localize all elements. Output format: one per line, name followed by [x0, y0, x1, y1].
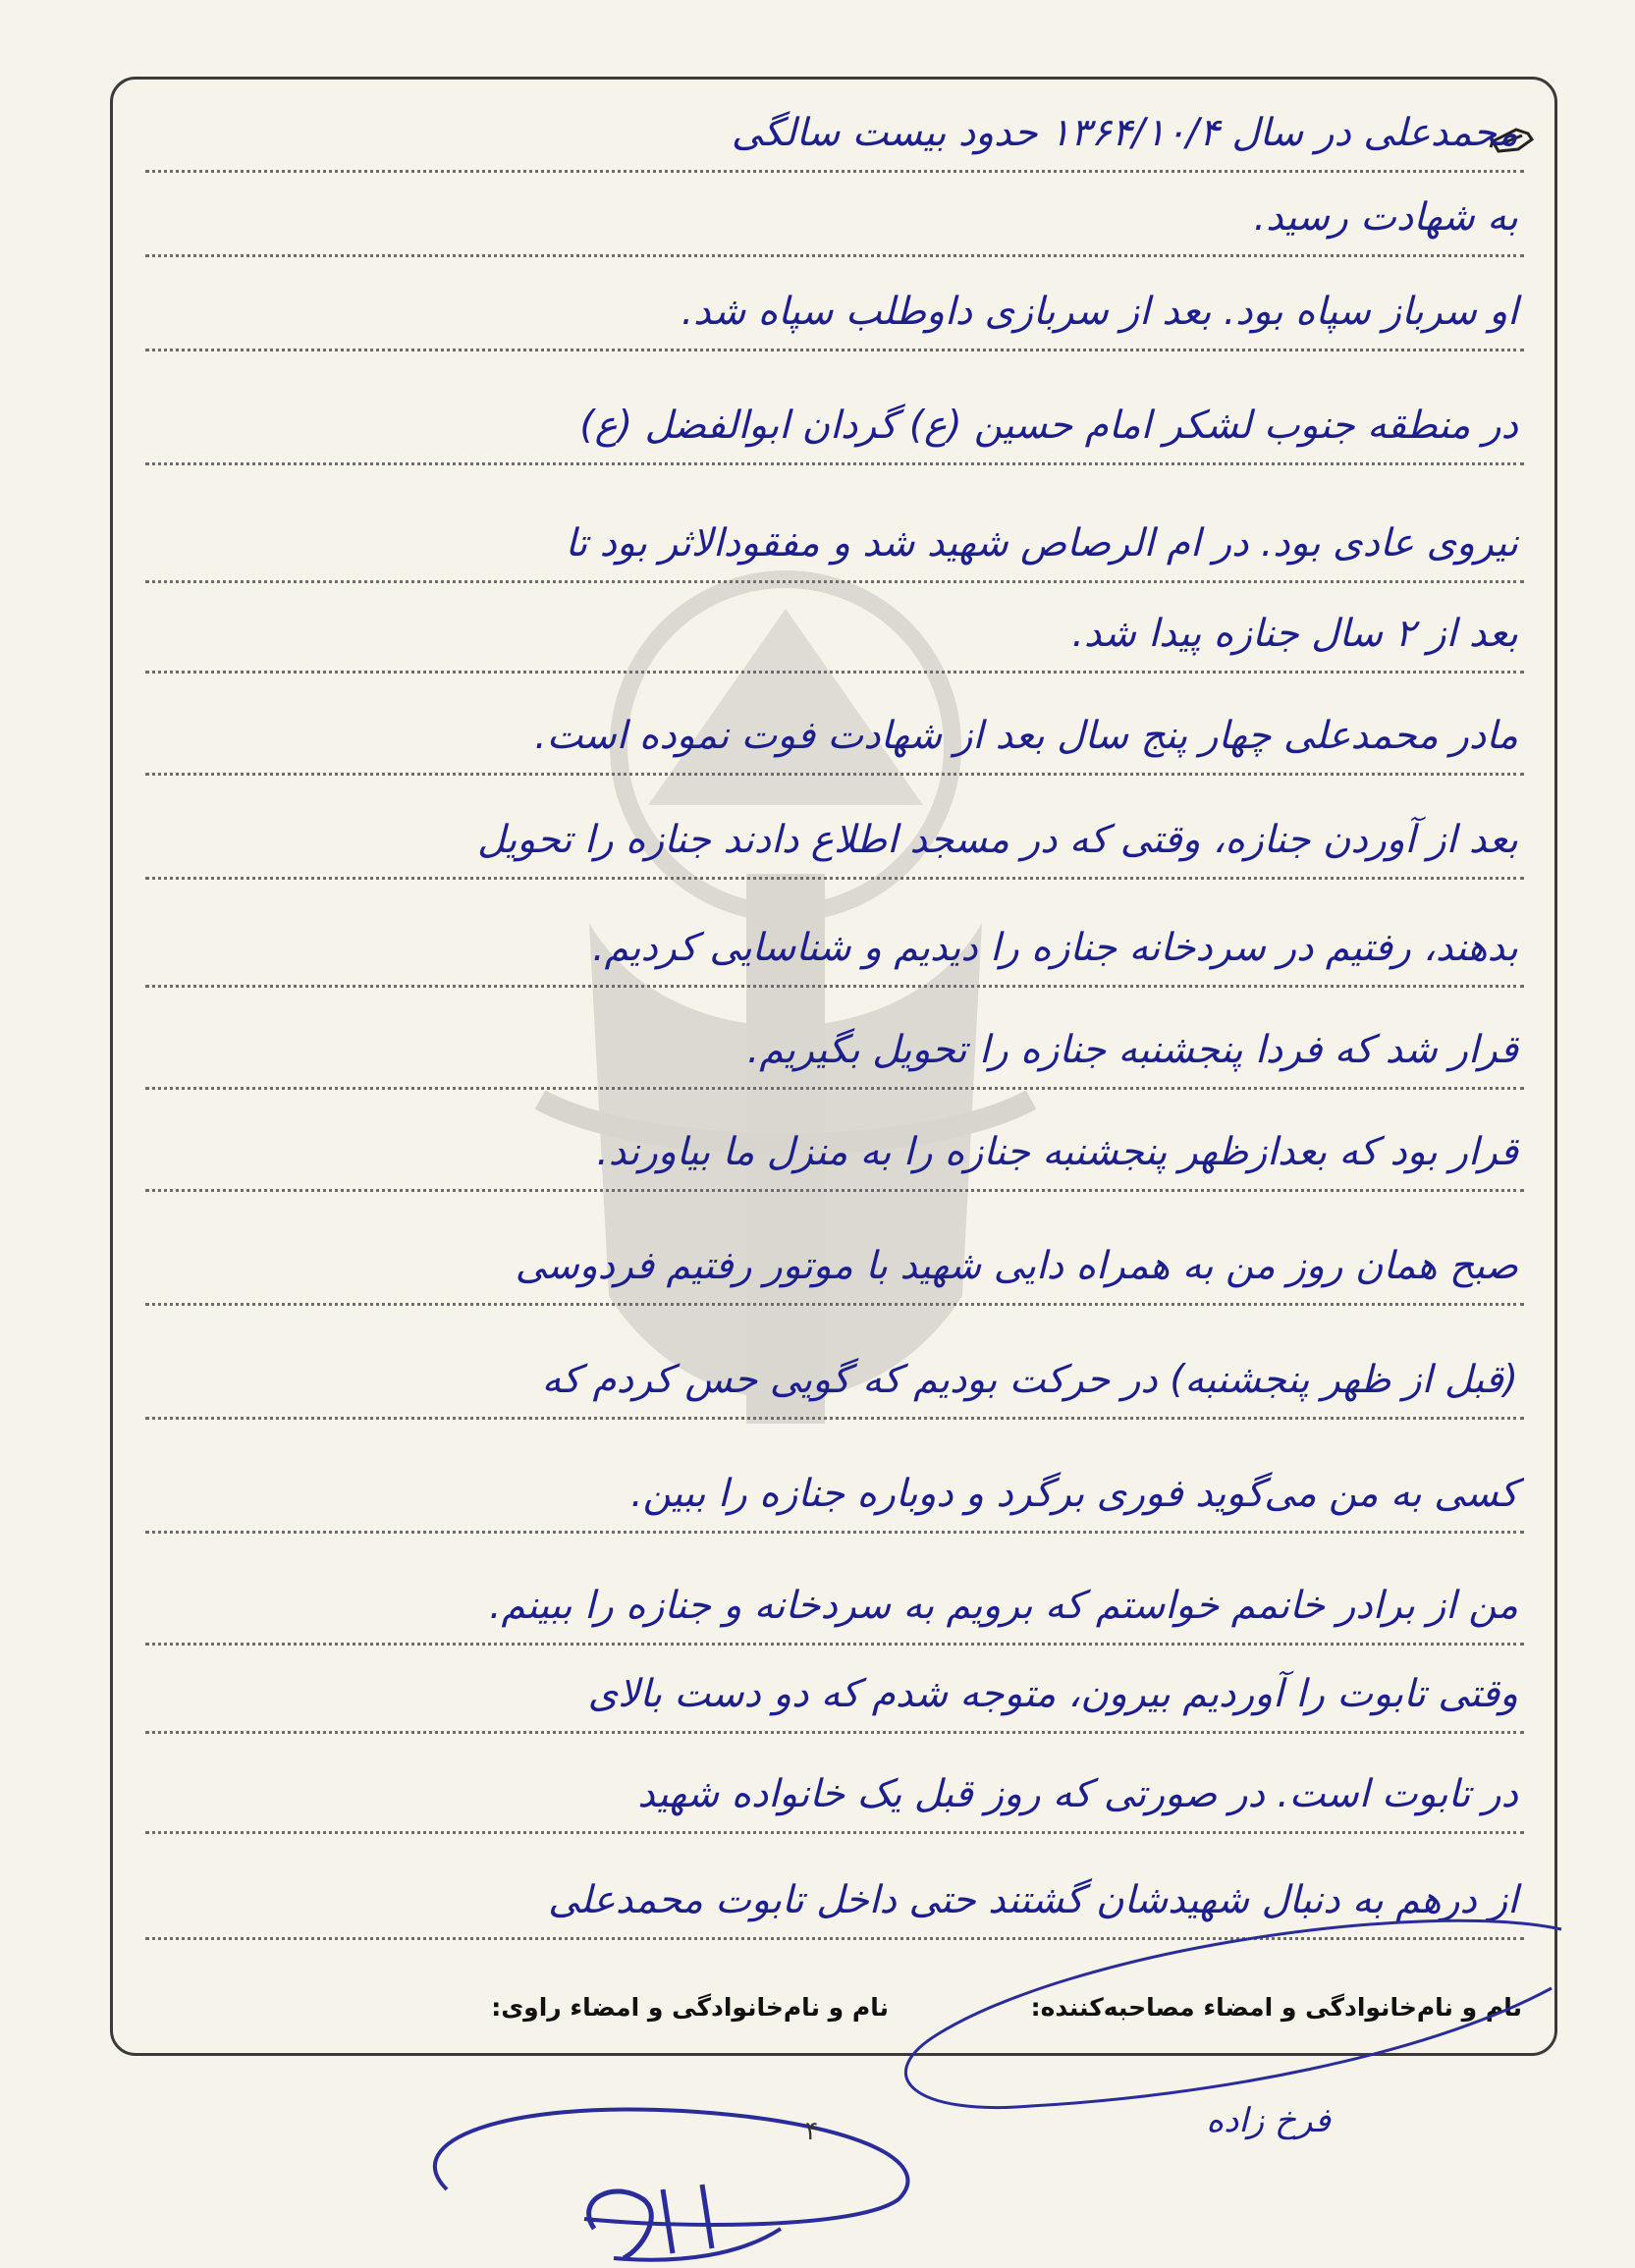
text-line: وقتی تابوت را آوردیم بیرون، متوجه شدم که دو دست بالای — [145, 1659, 1524, 1734]
text-line: از درهم به دنبال شهیدشان گشتند حتی داخل تابوت محمدعلی — [145, 1865, 1524, 1940]
text-line: بدهند، رفتیم در سردخانه جنازه را دیدیم و شناسایی کردیم. — [145, 913, 1524, 988]
text-line: در تابوت است. در صورتی که روز قبل یک خانواده شهید — [145, 1759, 1524, 1834]
text-line: در منطقه جنوب لشکر امام حسین (ع) گردان ابوالفضل (ع) — [145, 391, 1524, 465]
interviewer-signature-label: نام و نام‌خانوادگی و امضاء مصاحبه‌کننده: — [1030, 1993, 1522, 2022]
text-line: (قبل از ظهر پنجشنبه) در حرکت بودیم که گویی حس کردم که — [145, 1345, 1524, 1420]
page-number: ۴ — [805, 2117, 819, 2146]
text-line: بعد از ۲ سال جنازه پیدا شد. — [145, 599, 1524, 674]
text-line: قرار بود که بعدازظهر پنجشنبه جنازه را به منزل ما بیاورند. — [145, 1117, 1524, 1192]
text-line: مادر محمدعلی چهار پنج سال بعد از شهادت فوت نموده است. — [145, 701, 1524, 776]
text-line: صبح همان روز من به همراه دایی شهید با موتور رفتیم فردوسی — [145, 1231, 1524, 1306]
text-line: نیروی عادی بود. در ام الرصاص شهید شد و مفقودالاثر بود تا — [145, 509, 1524, 583]
signature-loop-stroke — [874, 1910, 1581, 2126]
text-line: او سرباز سپاه بود. بعد از سربازی داوطلب سپاه شد. — [145, 277, 1524, 351]
text-line: کسی به من می‌گوید فوری برگرد و دوباره جنازه را ببین. — [145, 1459, 1524, 1534]
text-line: بعد از آوردن جنازه، وقتی که در مسجد اطلاع دادند جنازه را تحویل — [145, 805, 1524, 880]
narrator-signature — [388, 2081, 938, 2268]
text-line: محمدعلی در سال ۱۳۶۴/۱۰/۴ حدود بیست سالگی — [145, 98, 1524, 173]
text-line: قرار شد که فردا پنجشنبه جنازه را تحویل بگیریم. — [145, 1015, 1524, 1090]
text-line: به شهادت رسید. — [145, 183, 1524, 257]
interviewer-signature: فرخ زاده — [1206, 2101, 1331, 2140]
narrator-signature-label: نام و نام‌خانوادگی و امضاء راوی: — [491, 1993, 889, 2022]
text-line: من از برادر خانمم خواستم که برویم به سردخانه و جنازه را ببینم. — [145, 1571, 1524, 1646]
